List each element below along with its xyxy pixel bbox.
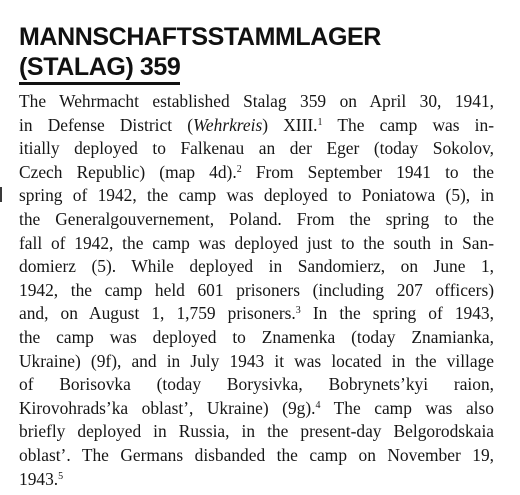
body-line (19, 326, 494, 350)
body-line (19, 468, 494, 492)
body-line (19, 279, 494, 303)
body-text-segment: Ukraine) (9f), and in July 1943 it was located in the village (19, 350, 494, 371)
body-text-segment: 1942, the camp held 601 prisoners (including 207 officers) (19, 279, 494, 300)
body-text-segment: the camp was deployed to Znamenka (today Znamianka, (19, 326, 494, 347)
entry-heading (19, 22, 489, 85)
body-text-segment: spring of 1942, the camp was deployed to Poniatowa (5), in (19, 185, 494, 206)
body-text-segment: briefly deployed in Russia, in the present-day Belgorodskaia (19, 421, 494, 442)
body-line (19, 397, 494, 421)
body-text-segment: ) XIII. (262, 114, 318, 135)
body-text-segment: From September 1941 to the (241, 161, 494, 182)
body-text-segment: Kirovohrads’ka oblast’, Ukraine) (9g). (19, 397, 316, 418)
body-line (19, 161, 494, 185)
body-text-segment: fall of 1942, the camp was deployed just to the south in San- (19, 232, 494, 253)
body-text-segment: The camp was also (320, 397, 494, 418)
heading-line-1: MANNSCHAFTSSTAMMLAGER (19, 23, 381, 51)
body-text-segment: In the spring of 1943, (300, 303, 494, 324)
body-text-segment: The Wehrmacht established Stalag 359 on April 30, 1941, (19, 91, 494, 111)
body-text-segment: domierz (5). While deployed in Sandomierz, on June 1, (19, 256, 494, 277)
body-text-segment: 1943. (19, 468, 59, 489)
body-line (19, 302, 494, 326)
body-text-segment: Czech Republic) (map 4d). (19, 161, 237, 182)
body-line (19, 420, 494, 444)
italic-term: Wehrkreis (193, 114, 263, 135)
body-text-segment: oblast’. The Germans disbanded the camp on November 19, (19, 444, 494, 465)
body-line (19, 350, 494, 374)
body-line (19, 137, 494, 161)
body-line (19, 255, 494, 279)
body-line (19, 444, 494, 468)
body-text-segment: of Borisovka (today Borysivka, Bobrynets’kyi raion, (19, 374, 494, 395)
body-line (19, 208, 494, 232)
body-line (19, 90, 494, 114)
body-line (19, 373, 494, 397)
entry-body-text (19, 90, 494, 491)
body-text-segment: the Generalgouvernement, Poland. From the spring to the (19, 208, 494, 229)
footnote-marker: 4 (315, 399, 321, 411)
footnote-marker: 5 (58, 470, 64, 482)
body-text-segment: The camp was in- (322, 114, 495, 135)
body-text-segment: and, on August 1, 1,759 prisoners. (19, 303, 296, 324)
footnote-marker: 3 (295, 305, 301, 317)
footnote-marker: 1 (317, 116, 323, 128)
page-edge-mark (0, 187, 2, 202)
heading-line-2: (STALAG) 359 (19, 53, 180, 85)
body-text-segment: in Defense District ( (19, 114, 194, 135)
body-line (19, 114, 494, 138)
footnote-marker: 2 (236, 163, 242, 175)
body-line (19, 184, 494, 208)
body-line (19, 232, 494, 256)
body-text-segment: itially deployed to Falkenau an der Eger (today Sokolov, (19, 138, 494, 159)
